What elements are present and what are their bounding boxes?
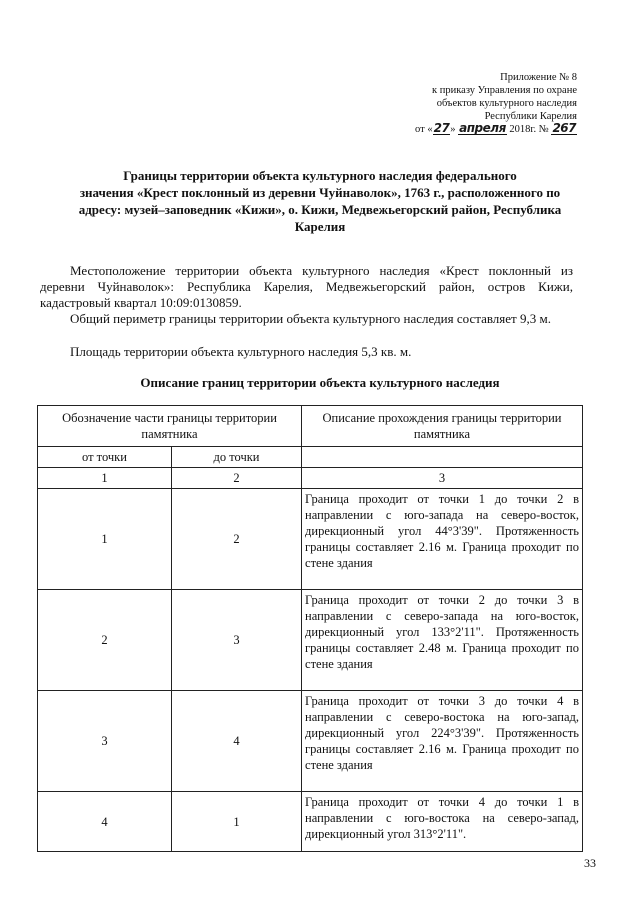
to-point-cell: 2	[171, 489, 301, 590]
handwritten-month: апреля	[459, 121, 506, 135]
table-subheader-row	[38, 447, 583, 468]
to-point-cell: 3	[171, 590, 301, 691]
appendix-line-3: объектов культурного наследия	[436, 98, 577, 109]
appendix-block	[415, 71, 577, 136]
column-number-1: 1	[38, 468, 172, 489]
title-line-4: Карелия	[294, 219, 346, 234]
description-cell: Граница проходит от точки 2 до точки 3 в направлении с северо-запада на юго-восток, дирекционный угол 133°2'11". Протяженность границы составляет 2.48 м. Граница проходит по стене здания	[302, 590, 583, 691]
appendix-line-4: Республики Карелия	[484, 111, 577, 122]
title-line-2: значения «Крест поклонный из деревни Чуйнаволок», 1763 г., расположенного по	[79, 185, 561, 200]
table-row	[38, 792, 583, 852]
title-line-3: адресу: музей–заповедник «Кижи», о. Кижи, Медвежьегорский район, Республика	[78, 202, 562, 217]
from-point-cell: 3	[38, 691, 172, 792]
header-boundary-description: Описание прохождения границы территории памятника	[302, 406, 583, 447]
table-row	[38, 590, 583, 691]
to-point-cell: 4	[171, 691, 301, 792]
perimeter-paragraph: Общий периметр границы территории объекта культурного наследия составляет 9,3 м.	[70, 311, 551, 326]
description-cell: Граница проходит от точки 4 до точки 1 в направлении с юго-востока на северо-запад, дирекционный угол 313°2'11".	[302, 792, 583, 852]
header-to-point: до точки	[171, 447, 301, 468]
title-line-1: Границы территории объекта культурного наследия федерального	[123, 168, 517, 183]
header-empty-cell	[302, 447, 583, 468]
appendix-order-date	[415, 123, 577, 136]
handwritten-day: 27	[433, 121, 450, 135]
date-year: 2018г. №	[509, 124, 549, 135]
from-point-cell: 1	[38, 489, 172, 590]
boundary-table	[37, 405, 583, 852]
date-prefix: от «	[415, 124, 433, 135]
area-paragraph: Площадь территории объекта культурного наследия 5,3 кв. м.	[70, 344, 412, 359]
table-column-numbers-row	[38, 468, 583, 489]
description-cell: Граница проходит от точки 1 до точки 2 в направлении с юго-запада на северо-восток, дирекционный угол 44°3'39". Протяженность границы составляет 2.16 м. Граница проходит по стене здания	[302, 489, 583, 590]
description-cell: Граница проходит от точки 3 до точки 4 в направлении с северо-востока на юго-запад, дирекционный угол 224°3'39". Протяженность границы составляет 2.16 м. Граница проходит по стене здания	[302, 691, 583, 792]
page-number: 33	[584, 856, 596, 870]
appendix-line-2: к приказу Управления по охране	[432, 85, 577, 96]
column-number-3: 3	[302, 468, 583, 489]
header-from-point: от точки	[38, 447, 172, 468]
table-title: Описание границ территории объекта культурного наследия	[140, 375, 500, 390]
document-title	[40, 167, 600, 235]
from-point-cell: 4	[38, 792, 172, 852]
column-number-2: 2	[171, 468, 301, 489]
table-row	[38, 691, 583, 792]
table-row	[38, 489, 583, 590]
location-paragraph: Местоположение территории объекта культурного наследия «Крест поклонный из деревни Чуйнаволок»: Республика Карелия, Медвежьегорский район, остров Кижи, кадастровый квартал 10:09:0130859.	[40, 263, 573, 310]
handwritten-order-number: 267	[552, 121, 576, 135]
table-header-row	[38, 406, 583, 447]
from-point-cell: 2	[38, 590, 172, 691]
to-point-cell: 1	[171, 792, 301, 852]
date-mid: »	[450, 124, 456, 135]
header-boundary-part: Обозначение части границы территории памятника	[38, 406, 302, 447]
appendix-line-1: Приложение № 8	[500, 72, 577, 83]
